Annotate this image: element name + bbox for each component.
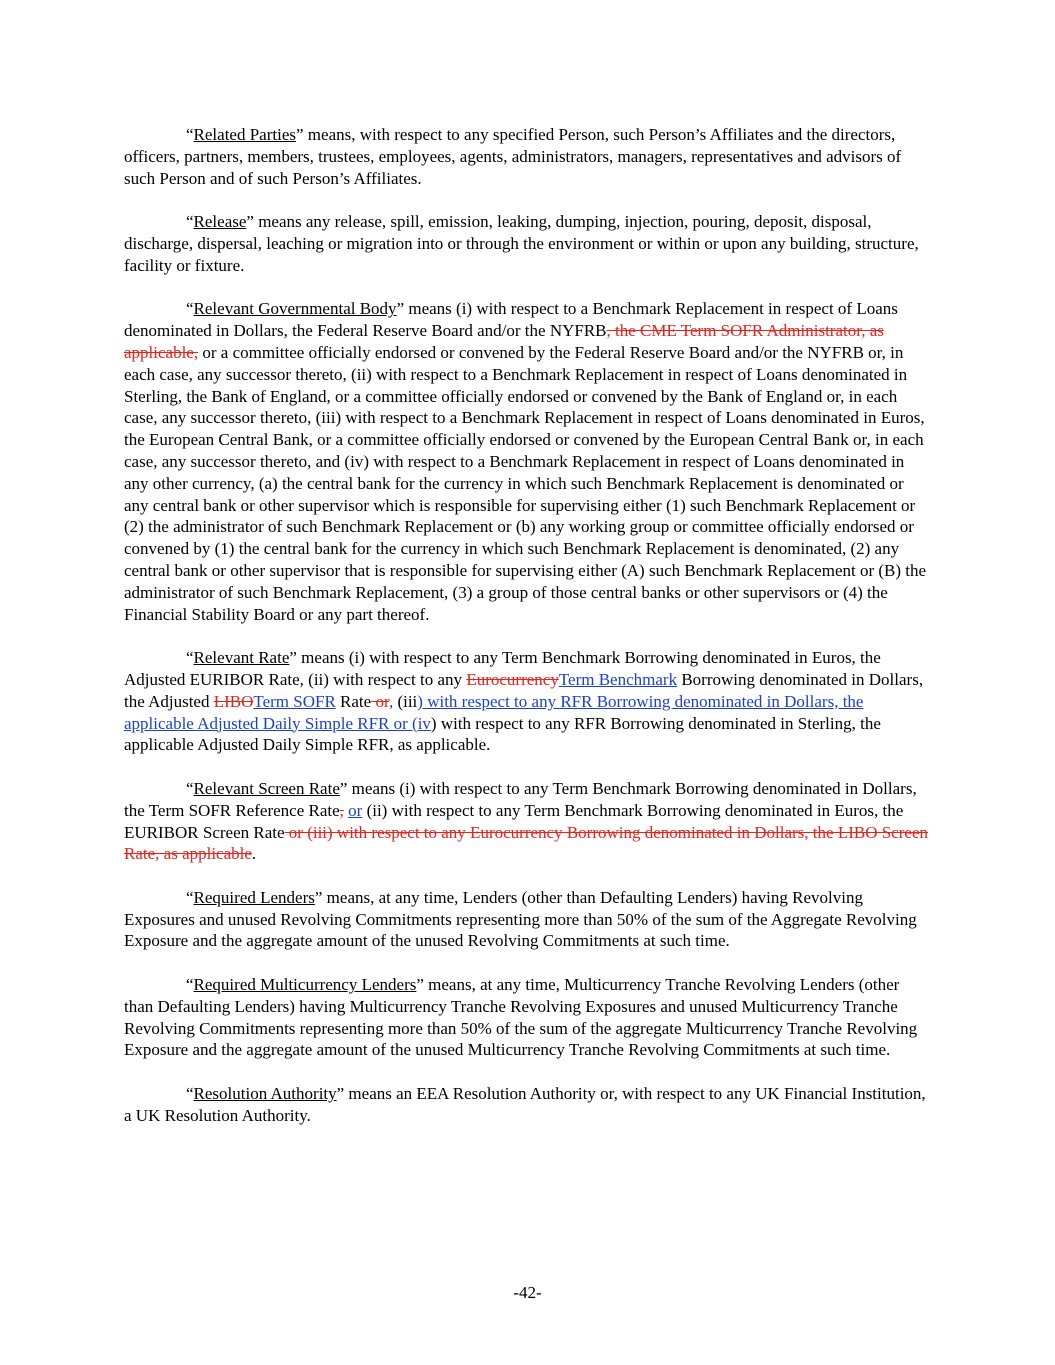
definition-resolution-authority	[124, 1083, 932, 1127]
definition-text: (iii	[393, 691, 418, 711]
defined-term: Required Lenders	[193, 887, 315, 907]
definition-text: ” means (i) with respect to any Term Benchmark Borrowing denominated in Euros, the Adjusted EURIBOR Rate, (ii) with respect to any	[124, 648, 881, 689]
definition-text: ) with respect to any RFR Borrowing denominated in Sterling, the applicable Adjusted Daily Simple RFR, as applicable.	[124, 713, 881, 755]
inserted-text: Term Benchmark	[558, 669, 678, 689]
defined-term: Required Multicurrency Lenders	[193, 975, 417, 995]
definition-required-lenders	[124, 887, 932, 952]
deleted-text: , the CME Term SOFR Administrator, as applicable,	[124, 321, 884, 362]
inserted-text: or	[348, 800, 363, 820]
definition-text: (ii) with respect to any Term Benchmark Borrowing denominated in Euros, the EURIBOR Screen Rate	[124, 800, 904, 842]
open-quote: “	[186, 975, 194, 995]
open-quote: “	[186, 1084, 194, 1104]
definition-text: Rate	[335, 691, 372, 711]
definition-relevant-governmental-body	[124, 298, 932, 625]
definition-text: ” means an EEA Resolution Authority or, with respect to any UK Financial Institution, a UK Resolution Authority.	[124, 1084, 926, 1125]
defined-term: Related Parties	[193, 125, 296, 144]
deleted-text: LIBO	[213, 691, 254, 711]
deleted-text: or	[371, 691, 389, 711]
page-number: -42-	[513, 1283, 542, 1302]
defined-term: Relevant Screen Rate	[193, 778, 340, 798]
document-page	[124, 124, 932, 1148]
inserted-text: Term SOFR	[253, 691, 336, 711]
definition-relevant-rate	[124, 647, 932, 756]
definition-text: .	[251, 844, 257, 864]
defined-term: Relevant Governmental Body	[193, 299, 397, 319]
open-quote: “	[186, 125, 194, 144]
open-quote: “	[186, 212, 194, 232]
definition-text: Borrowing denominated in Dollars, the Adjusted	[124, 669, 924, 711]
definition-text: ” means (i) with respect to a Benchmark Replacement in respect of Loans denominated in Dollars, the Federal Reserve Board and/or the NYFRB	[124, 299, 898, 341]
definition-text: ” means any release, spill, emission, leaking, dumping, injection, pouring, deposit, disposal, discharge, dispersal, leaching or migration into or through the environment or within or upon any building, structure, facility or fixture.	[124, 212, 919, 275]
open-quote: “	[186, 778, 194, 798]
deleted-text: ,	[339, 800, 344, 820]
deleted-text: or (iii) with respect to any Eurocurrency Borrowing denominated in Dollars, the LIBO Screen Rate, as applicable	[124, 822, 928, 864]
definition-relevant-screen-rate	[124, 778, 932, 865]
definition-release	[124, 211, 932, 276]
definition-text: or a committee officially endorsed or convened by the Federal Reserve Board and/or the NYFRB or, in each case, any successor thereto, (ii) with respect to a Benchmark Replacement in respect of Loans denominated in Sterling, the Bank of England, or a committee officially endorsed or convened by the Bank of England or, in each case, any successor thereto, (iii) with respect to a Benchmark Replacement in respect of Loans denominated in Euros, the European Central Bank, or a committee officially endorsed or convened by the European Central Bank or, in each case, any successor thereto, and (iv) with respect to a Benchmark Replacement in respect of Loans denominated in any other currency, (a) the central bank for the currency in which such Benchmark Replacement is denominated or any central bank or other supervisor which is responsible for supervising either (1) such Benchmark Replacement or (2) the administrator of such Benchmark Replacement or (b) any working group or committee officially endorsed or convened by (1) the central bank for the currency in which such Benchmark Replacement is denominated, (2) any central bank or other supervisor that is responsible for supervising either (A) such Benchmark Replacement or (B) the administrator of such Benchmark Replacement, (3) a group of those central banks or other supervisors or (4) the Financial Stability Board or any part thereof.	[124, 342, 927, 624]
definition-required-multicurrency-lenders	[124, 974, 932, 1061]
definition-text: ” means, at any time, Lenders (other than Defaulting Lenders) having Revolving Exposures and unused Revolving Commitments representing more than 50% of the sum of the Aggregate Revolving Exposure and the aggregate amount of the unused Revolving Commitments at such time.	[124, 887, 917, 951]
defined-term: Relevant Rate	[193, 648, 290, 668]
deleted-text: Eurocurrency	[466, 669, 559, 689]
definition-text: ” means, at any time, Multicurrency Tranche Revolving Lenders (other than Defaulting Lenders) having Multicurrency Tranche Revolving Exposures and unused Multicurrency Tranche Revolving Commitments representing more than 50% of the sum of the aggregate Multicurrency Tranche Revolving Exposure and the aggregate amount of the unused Multicurrency Tranche Revolving Commitments at such time.	[124, 975, 918, 1060]
definition-related-parties	[124, 124, 932, 189]
defined-term: Release	[193, 212, 247, 232]
open-quote: “	[186, 887, 194, 907]
inserted-text: ,	[388, 691, 394, 711]
open-quote: “	[186, 299, 194, 319]
definition-text: ” means (i) with respect to any Term Benchmark Borrowing denominated in Dollars, the Term SOFR Reference Rate	[124, 778, 917, 820]
inserted-text: ) with respect to any RFR Borrowing denominated in Dollars, the applicable Adjusted Daily Simple RFR or (iv	[124, 691, 864, 733]
open-quote: “	[186, 648, 194, 668]
definition-text: ” means, with respect to any specified Person, such Person’s Affiliates and the directors, officers, partners, members, trustees, employees, agents, administrators, managers, representatives and advisors of such Person and of such Person’s Affiliates.	[124, 125, 902, 188]
defined-term: Resolution Authority	[193, 1084, 337, 1104]
